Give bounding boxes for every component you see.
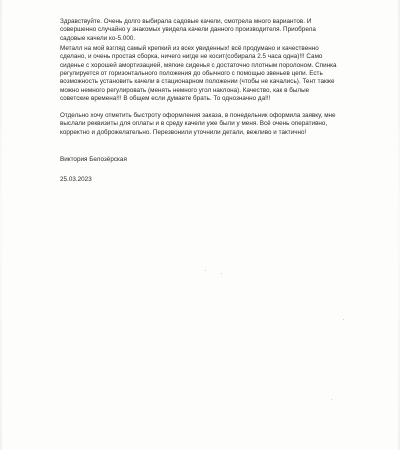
scan-left-edge [0, 0, 2, 450]
letter-paragraph-review: Металл на мой взгляд самый крепкий из всех увиденных! всё продумано и качественно сделано, и очень простая сборка, ничего нигде не косит(собирала 2.5 часа одна)!!! Само сиденье с хорошей амортизацией, мягкие сиденья с достаточно плотным поролоном. Спинка регулируется от горизонтального положения до обычного с помощью звеньев цепи. Есть возможность установить качели в стационарном положении (чтобы не качались). Тент также можно немного регулировать (менять немного угол наклона). Качество, как в былые советские времена!!! В общем если думаете брать. То однозначно да!!! [60, 45, 337, 103]
letter-date: 25.03.2023 [60, 176, 92, 183]
scan-speck [331, 399, 332, 400]
scan-speck [343, 319, 344, 320]
letter-paragraph-order: Отдельно хочу отметить быстроту оформления заказа, в понедельник оформила заявку, мне выслали реквизиты для оплаты и в среду качели уже были у меня. Всё очень оперативно, корректно и доброжелательно. Перезвонили уточнили детали, вежливо и тактично! [60, 112, 336, 136]
scan-speck [205, 270, 206, 271]
letter-paragraph-intro: Здравствуйте. Очень долго выбирала садовые качели, смотрела много вариантов. И совершенно случайно у знакомых увидела качели данного производителя. Приобрела садовые качели ко-5.000. [60, 18, 316, 42]
scan-speck [221, 273, 222, 274]
letter-signature: Виктория Белозёрская [60, 156, 127, 163]
